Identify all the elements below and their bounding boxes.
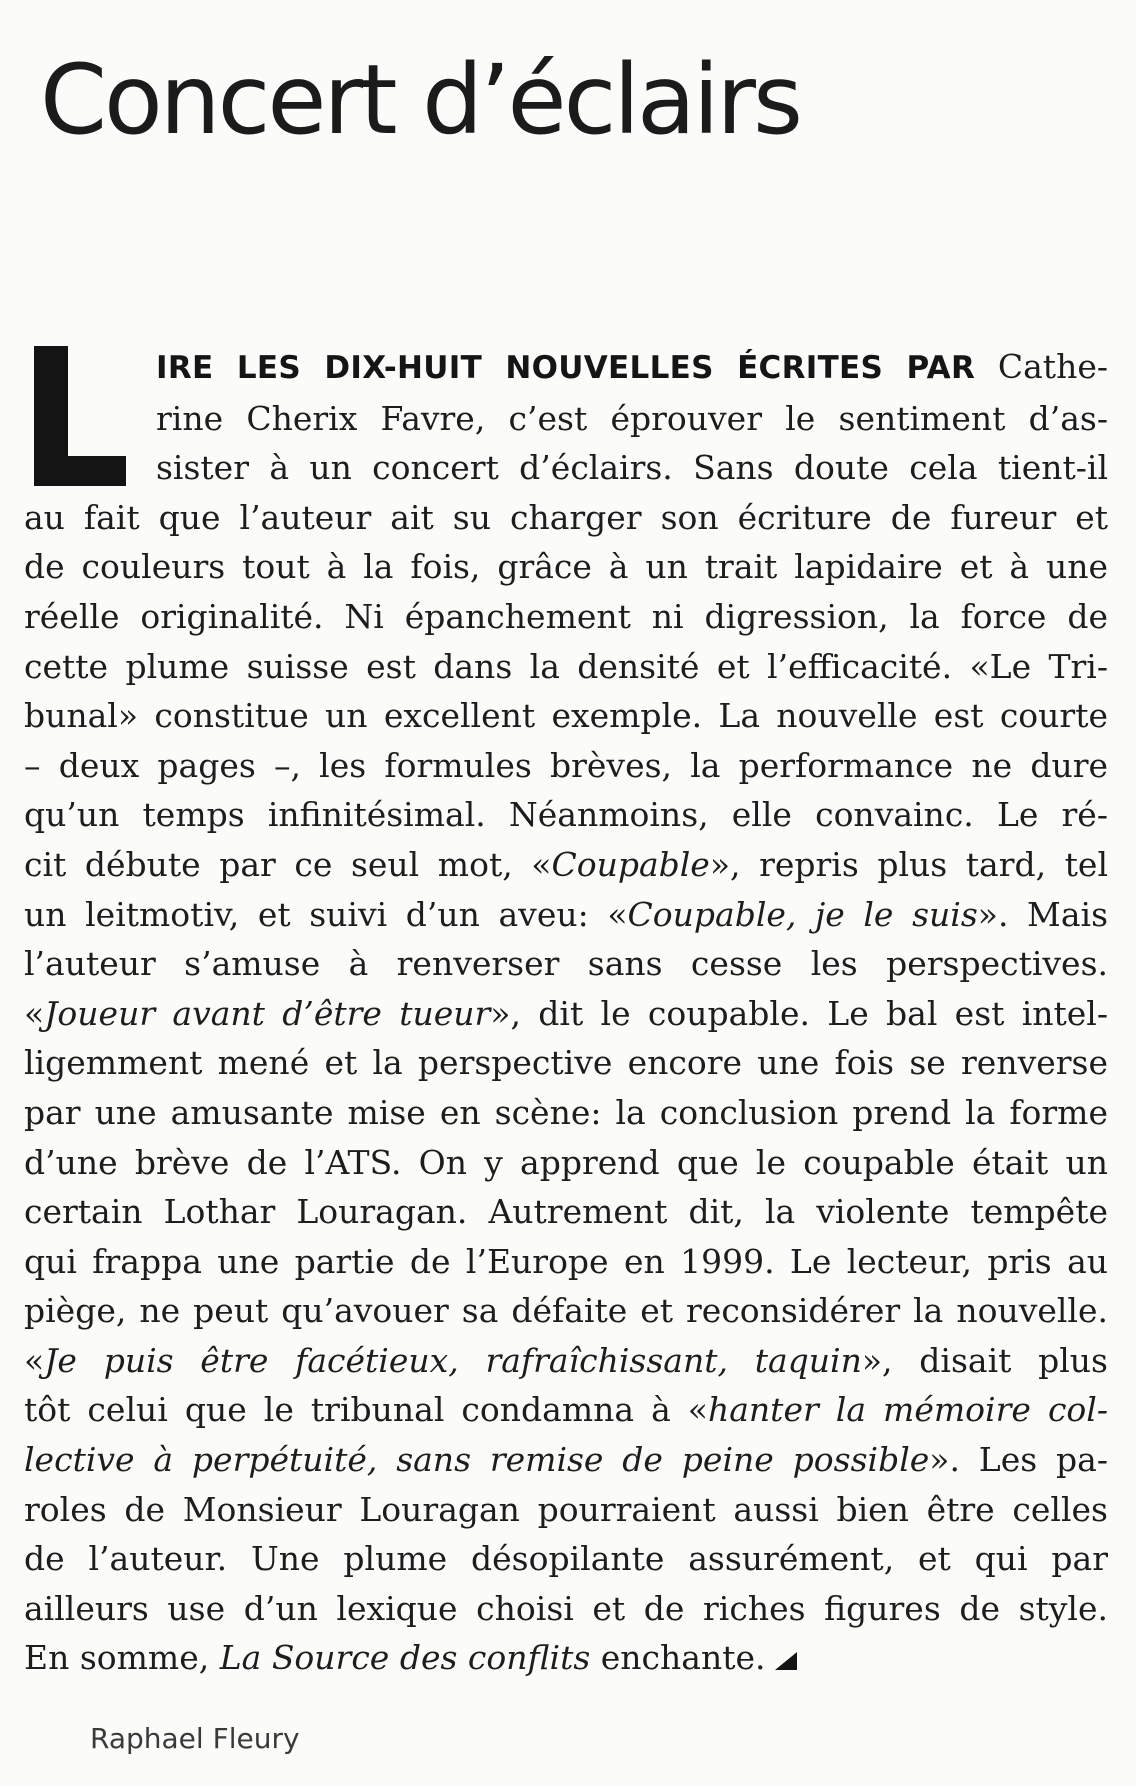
article-line: – deux pages –, les formules brèves, la performance ne dure — [24, 745, 1108, 785]
article-line: l’auteur s’amuse à renverser sans cesse les perspectives. — [24, 944, 1108, 984]
article-line: réelle originalité. Ni épanchement ni digression, la force de — [24, 596, 1108, 636]
article-line: piège, ne peut qu’avouer sa défaite et reconsidérer la nouvelle. — [24, 1291, 1108, 1331]
line-text: enchante. — [590, 1638, 766, 1678]
italic-quote: hanter la mémoire col- — [708, 1390, 1108, 1430]
line-text: », disait plus — [861, 1340, 1108, 1380]
article-line: de couleurs tout à la fois, grâce à un trait lapidaire et à une — [24, 547, 1108, 587]
line-text: En somme, — [24, 1638, 220, 1678]
article-line: ligemment mené et la perspective encore une fois se renverse — [24, 1043, 1108, 1083]
author-byline: Raphael Fleury — [90, 1722, 300, 1755]
italic-quote: Coupable, je le suis — [627, 894, 978, 934]
article-line — [24, 1385, 1108, 1435]
article-line: par une amusante mise en scène: la conclusion prend la forme — [24, 1092, 1108, 1132]
line-text: un leitmotiv, et suivi d’un aveu: « — [24, 894, 628, 934]
drop-cap-text — [24, 346, 25, 347]
page-title: Concert d’éclairs — [40, 44, 801, 156]
article-line: cette plume suisse est dans la densité et l’efficacité. «Le Tri- — [24, 646, 1108, 686]
line-text: tôt celui que le tribunal condamna à « — [24, 1390, 708, 1430]
article-line: ailleurs use d’un lexique choisi et de riches figures de style. — [24, 1588, 1108, 1628]
article-line — [24, 989, 1108, 1039]
article-line: roles de Monsieur Louragan pourraient aussi bien être celles — [24, 1489, 1108, 1529]
article-line: qui frappa une partie de l’Europe en 1999. Le lecteur, pris au — [24, 1241, 1108, 1281]
line-text: Cathe- — [975, 347, 1109, 386]
article-line: sister à un concert d’éclairs. Sans doute cela tient-il — [156, 448, 1108, 488]
article-line: rine Cherix Favre, c’est éprouver le sentiment d’as- — [156, 398, 1108, 438]
lead-in-caps: IRE LES DIX-HUIT NOUVELLES ÉCRITES PAR — [156, 350, 976, 386]
book-title: La Source des conflits — [219, 1638, 591, 1678]
line-text: « — [24, 993, 45, 1033]
article-line — [24, 1633, 1108, 1683]
drop-cap-letter — [24, 346, 126, 486]
article-line — [24, 840, 1108, 890]
article-line: au fait que l’auteur ait su charger son écriture de fureur et — [24, 497, 1108, 537]
article-line: d’une brève de l’ATS. On y apprend que le coupable était un — [24, 1142, 1108, 1182]
article-line: bunal» constitue un excellent exemple. La nouvelle est courte — [24, 696, 1108, 736]
line-text: », dit le coupable. Le bal est intel- — [490, 993, 1108, 1033]
line-text: », repris plus tard, tel — [709, 844, 1108, 884]
italic-quote: Coupable — [551, 844, 710, 884]
drop-cap-foot — [34, 456, 126, 486]
line-text: ». Les pa- — [929, 1440, 1108, 1480]
italic-quote: Joueur avant d’être tueur — [44, 993, 491, 1033]
line-text: ». Mais — [977, 894, 1109, 934]
italic-quote: lective à perpétuité, sans remise de peine possible — [24, 1440, 930, 1480]
article-line: certain Lothar Louragan. Autrement dit, la violente tempête — [24, 1192, 1108, 1232]
line-text: « — [24, 1340, 45, 1380]
end-of-article-icon — [775, 1652, 797, 1670]
article-body — [24, 342, 1108, 1683]
article-line: qu’un temps infinitésimal. Néanmoins, elle convainc. Le ré- — [24, 795, 1108, 835]
italic-quote: Je puis être facétieux, rafraîchissant, taquin — [44, 1340, 862, 1380]
article-line — [24, 1435, 1108, 1485]
article-line: de l’auteur. Une plume désopilante assurément, et qui par — [24, 1539, 1108, 1579]
article-line — [24, 890, 1108, 940]
article-line — [24, 1336, 1108, 1386]
article-line — [24, 342, 1108, 394]
line-text: cit débute par ce seul mot, « — [24, 844, 552, 884]
